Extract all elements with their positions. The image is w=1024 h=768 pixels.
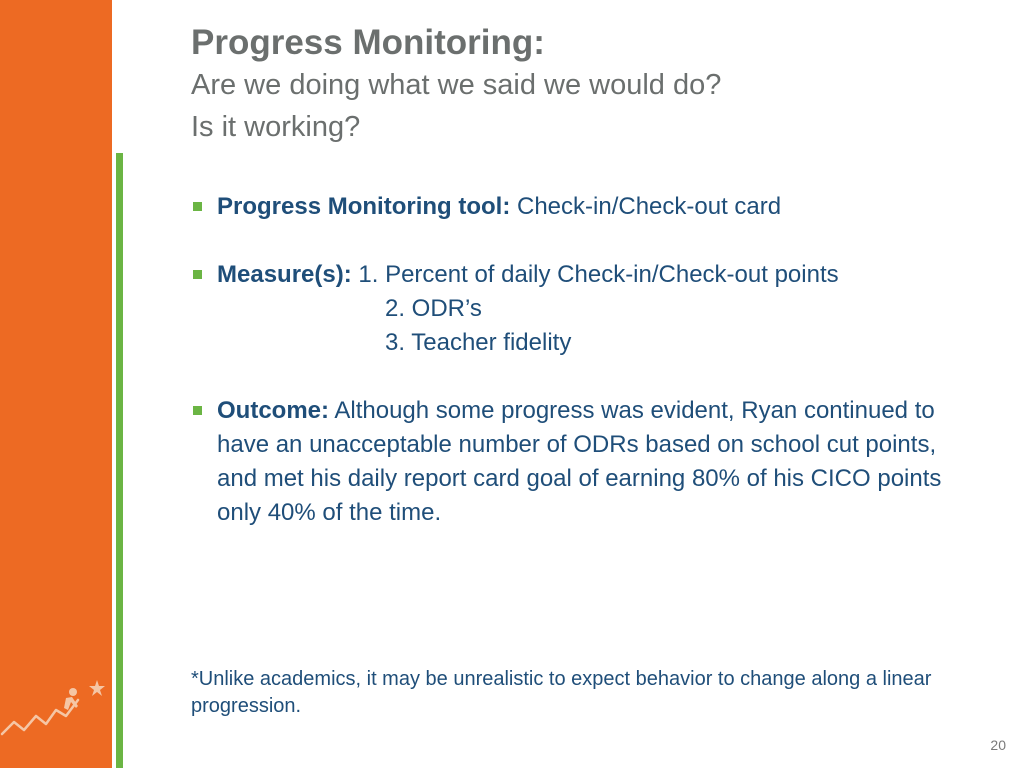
- bullet-text: Although some progress was evident, Ryan continued to have an unacceptable number of ODRs based on school cut points, and met his daily report card goal of earning 80% of his CICO points only 40% of the time.: [217, 397, 942, 526]
- square-bullet-icon: [193, 270, 202, 279]
- green-accent-stripe: [116, 153, 123, 768]
- measure-item-3: 3. Teacher fidelity: [385, 329, 572, 356]
- spacer: [191, 360, 981, 394]
- growth-chart-star-logo-icon: [0, 672, 112, 762]
- bullet-measures: [191, 258, 981, 360]
- measure-item-1: 1. Percent of daily Check-in/Check-out points: [351, 261, 839, 288]
- bullet-label: Outcome:: [217, 397, 330, 424]
- bullet-label: Progress Monitoring tool:: [217, 193, 511, 220]
- spacer: [191, 224, 981, 258]
- footnote: *Unlike academics, it may be unrealistic to expect behavior to change along a linear progression.: [191, 668, 932, 717]
- square-bullet-icon: [193, 406, 202, 415]
- orange-side-band: [0, 0, 112, 768]
- slide-subtitle-line-2: Is it working?: [191, 111, 361, 143]
- slide-body: [191, 190, 981, 530]
- title-block: [191, 22, 991, 148]
- bullet-label: Measure(s):: [217, 261, 352, 288]
- bullet-progress-monitoring-tool: [191, 190, 981, 224]
- square-bullet-icon: [193, 202, 202, 211]
- bullet-outcome: [191, 394, 981, 530]
- slide-title: Progress Monitoring:: [191, 23, 545, 62]
- page-number: 20: [990, 737, 1006, 753]
- slide-subtitle-line-1: Are we doing what we said we would do?: [191, 69, 722, 101]
- bullet-text: Check-in/Check-out card: [510, 193, 782, 220]
- measure-item-2: 2. ODR’s: [385, 295, 482, 322]
